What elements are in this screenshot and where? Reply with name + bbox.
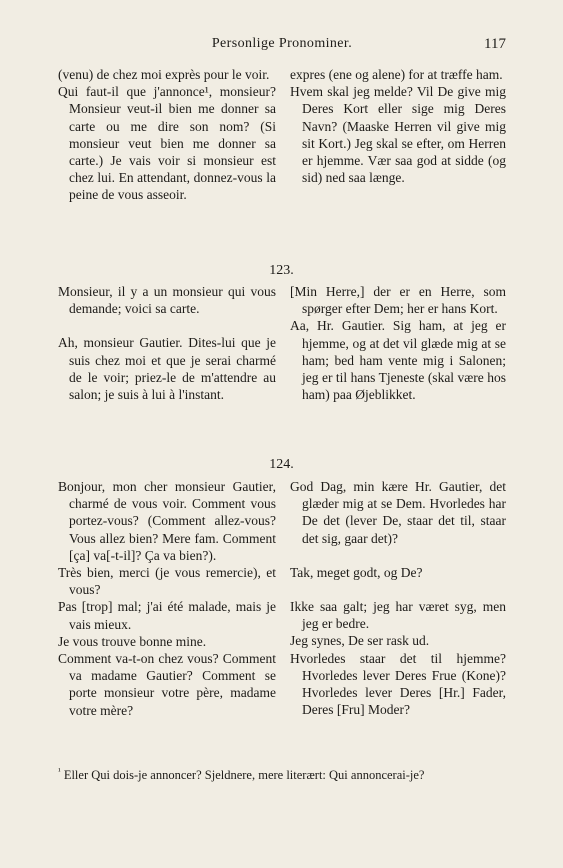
danish-paragraph: God Dag, min kære Hr. Gautier, det glæder mig at se Dem. Hvorledes har De det (lever De, staar det til, staar det sig, gaar det)?	[290, 479, 506, 546]
danish-paragraph: Jeg synes, De ser rask ud.	[290, 633, 430, 649]
danish-column	[290, 478, 506, 718]
running-title: Personlige Pronominer.	[211, 36, 353, 51]
french-paragraph: Bonjour, mon cher monsieur Gautier, charmé de vous voir. Comment vous portez-vous? (Comment allez-vous? Vous allez bien? Mere fam. Comment [ça] va[-t-il]? Ça va bien?).	[58, 479, 276, 563]
section-number: 124.	[269, 457, 294, 472]
french-paragraph	[58, 83, 276, 203]
danish-paragraph: Hvorledes staar det til hjemme? Hvorledes lever Deres Frue (Kone)? Hvorledes lever Deres [Hr.] Fader, Deres [Fru] Moder?	[290, 650, 506, 718]
danish-paragraph: Aa, Hr. Gautier. Sig ham, at jeg er hjemme, og at det vil glæde mig at se ham; bed ham vente mig i Salonen; jeg er til hans Tjeneste (skal være hos ham) paa Øjeblikket.	[290, 318, 506, 403]
footnote	[58, 767, 506, 783]
french-column	[58, 283, 276, 403]
danish-paragraph: [Min Herre,] der er en Herre, som spørger efter Dem; her er hans Kort.	[290, 284, 506, 317]
danish-paragraph: Tak, meget godt, og De?	[290, 564, 423, 580]
french-paragraph: Très bien, merci (je vous remercie), et vous?	[58, 565, 276, 598]
french-paragraph: Je vous trouve bonne mine.	[58, 633, 207, 649]
french-column	[58, 478, 276, 719]
french-paragraph: Comment va-t-on chez vous? Comment va madame Gautier? Comment se porte monsieur votre père, madame votre mère?	[58, 651, 276, 718]
page-header	[58, 36, 506, 56]
footnote-marker: ¹	[58, 765, 61, 776]
french-paragraph: Ah, monsieur Gautier. Dites-lui que je suis chez moi et que je serai charmé de le voir; priez-le de m'attendre au salon; je suis à lui à l'instant.	[58, 335, 276, 403]
danish-paragraph: expres (ene og alene) for at træffe ham.	[290, 67, 503, 82]
section-number: 123.	[269, 263, 294, 278]
french-text: Qui faut-il que j'annonce¹, monsieur? Monsieur veut-il bien me donner sa carte ou me dire son nom? (Si monsieur veut bien me donner sa carte.) Je vais voir si monsieur est chez lui. En attendant, donnez-vous la peine de vous asseoir.	[58, 84, 276, 203]
footnote-question-2: Qui annoncerai-je?	[329, 768, 425, 782]
danish-column	[290, 283, 506, 403]
danish-paragraph: Ikke saa galt; jeg har været syg, men jeg er bedre.	[290, 599, 506, 632]
french-column	[58, 66, 276, 204]
french-paragraph: (venu) de chez moi exprès pour le voir.	[58, 67, 270, 82]
page-number: 117	[484, 36, 506, 52]
footnote-prefix: Eller	[63, 768, 89, 782]
danish-paragraph: Hvem skal jeg melde? Vil De give mig Deres Kort eller sige mig Deres Navn? (Maaske Herren vil give mig sit Kort.) Jeg skal se efter, om Herren er hjemme. Vær saa god at sidde (og sid) ned saa længe.	[290, 84, 506, 186]
footnote-middle: Sjeldnere, mere literært:	[204, 768, 326, 782]
danish-column	[290, 66, 506, 186]
french-paragraph: Monsieur, il y a un monsieur qui vous demande; voici sa carte.	[58, 284, 276, 317]
footnote-question-1: Qui dois-je annoncer?	[91, 768, 202, 782]
french-paragraph: Pas [trop] mal; j'ai été malade, mais je vais mieux.	[58, 599, 276, 632]
